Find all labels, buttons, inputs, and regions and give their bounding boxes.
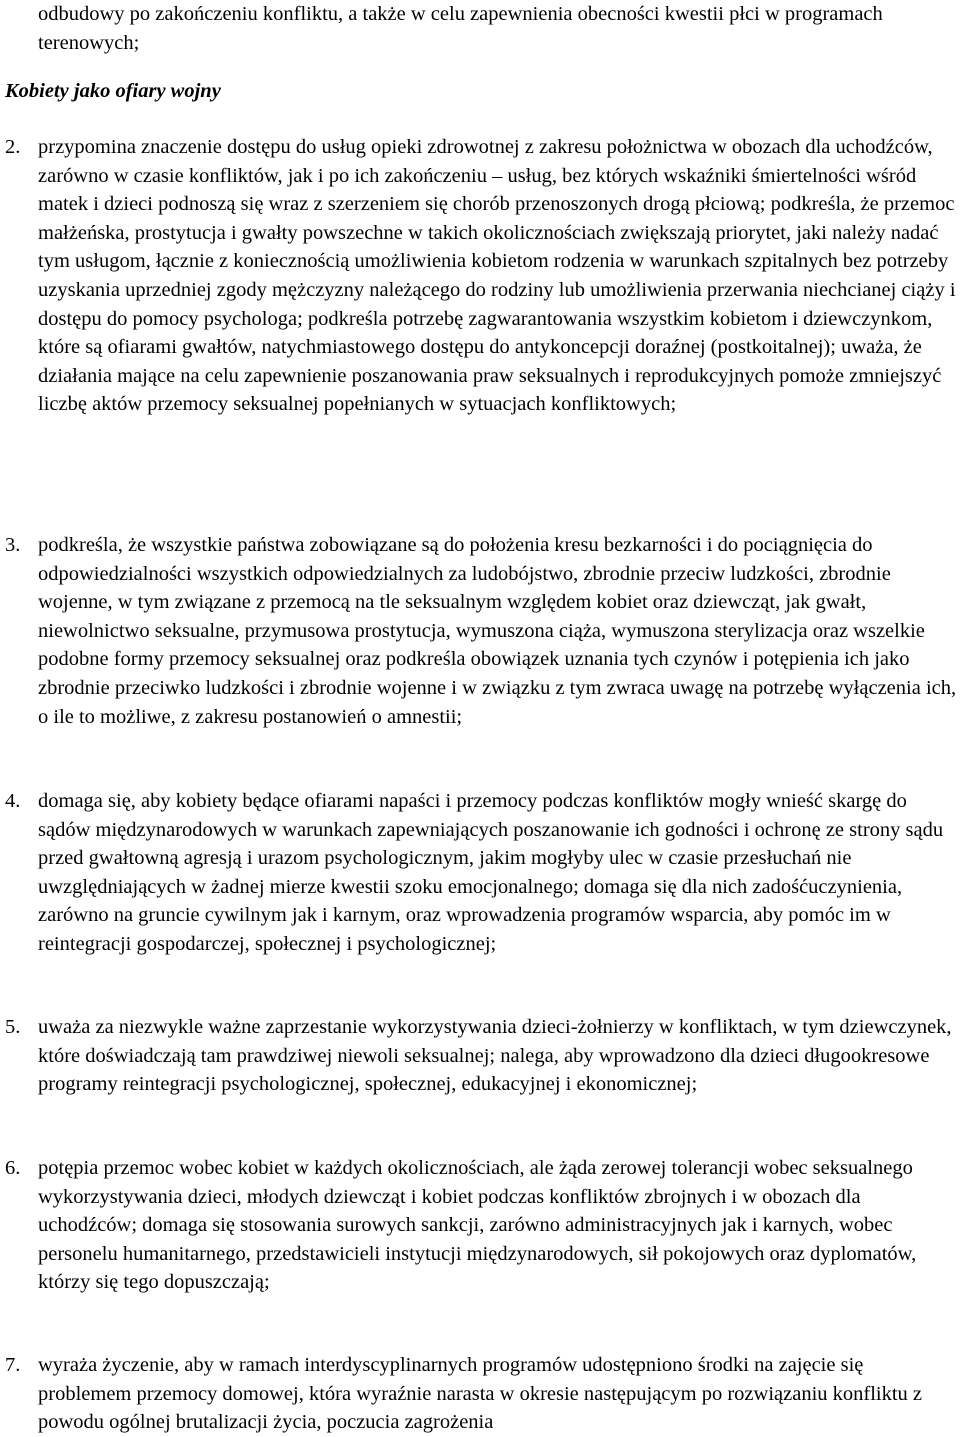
item-number: 5. — [5, 1016, 21, 1038]
item-number: 7. — [5, 1354, 21, 1376]
item-text: domaga się, aby kobiety będące ofiarami napaści i przemocy podczas konfliktów mogły wnieść skargę do sądów międzynarodowych w warunkach zapewniających poszanowanie ich godności i ochronę ze strony sądu przed gwałtowną agresją i urazom psychologicznym, jakim mogłyby ulec w czasie przesłuchań nie uwzględniających w żadnej mierze kwestii szoku emocjonalnego; domaga się dla nich zadośćuczynienia, zarówno na gruncie cywilnym jak i karnym, oraz wprowadzenia programów wsparcia, aby pomóc im w reintegracji gospodarczej, społecznej i psychologicznej; — [38, 790, 944, 955]
item-text: wyraża życzenie, aby w ramach interdyscyplinarnych programów udostępniono środki na zajęcie się problemem przemocy domowej, która wyraźnie narasta w okresie następującym po rozwiązaniu konfliktu z powodu ogólnej brutalizacji życia, poczucia zagrożenia — [38, 1354, 923, 1434]
item-number: 6. — [5, 1157, 21, 1179]
item-text: przypomina znaczenie dostępu do usług opieki zdrowotnej z zakresu położnictwa w obozach dla uchodźców, zarówno w czasie konfliktów, jak i po ich zakończeniu – usług, bez których wskaźniki śmiertelności wśród matek i dzieci podnoszą się wraz z szerzeniem się chorób przenoszonych drogą płciową; podkreśla, że przemoc małżeńska, prostytucja i gwałty powszechne w takich okolicznościach zwiększają priorytet, jaki należy nadać tym usługom, łącznie z koniecznością umożliwienia kobietom rodzenia w warunkach szpitalnych bez potrzeby uzyskania uprzedniej zgody mężczyzny należącego do rodziny lub umożliwienia przerwania niechcianej ciąży i dostępu do pomocy psychologa; podkreśla potrzebę zagwarantowania wszystkim kobietom i dziewczynkom, które są ofiarami gwałtów, natychmiastowego dostępu do antykoncepcji doraźnej (postkoitalnej); uważa, że działania mające na celu zapewnienie poszanowania praw seksualnych i reprodukcyjnych pomoże zmniejszyć liczbę aktów przemocy seksualnej popełnianych w sytuacjach konfliktowych; — [38, 136, 956, 416]
item-text: podkreśla, że wszystkie państwa zobowiązane są do położenia kresu bezkarności i do pociągnięcia do odpowiedzialności wszystkich odpowiedzialnych za ludobójstwo, zbrodnie przeciw ludzkości, zbrodnie wojenne, w tym związane z przemocą na tle seksualnym względem kobiet oraz dziewcząt, jak gwałt, niewolnictwo seksualne, przymusowa prostytucja, wymuszona ciąża, wymuszona sterylizacja oraz wszelkie podobne formy przemocy seksualnej oraz podkreśla obowiązek uznania tych czynów i potępienia ich jako zbrodnie przeciwko ludzkości i zbrodnie wojenne i w związku z tym zwraca uwagę na potrzebę wyłączenia ich, o ile to możliwe, z zakresu postanowień o amnestii; — [38, 534, 957, 728]
item-text: uważa za niezwykle ważne zaprzestanie wykorzystywania dzieci-żołnierzy w konfliktach, w tym dziewczynek, które doświadczają tam prawdziwej niewoli seksualnej; nalega, aby wprowadzono dla dzieci długookresowe programy reintegracji psychologicznej, społecznej, edukacyjnej i ekonomicznej; — [38, 1016, 952, 1096]
item-number: 2. — [5, 136, 21, 158]
item-number: 3. — [5, 534, 21, 556]
item-number: 4. — [5, 790, 21, 812]
section-heading: Kobiety jako ofiary wojny — [5, 80, 221, 102]
continuation-paragraph: odbudowy po zakończeniu konfliktu, a także w celu zapewnienia obecności kwestii płci w programach terenowych; — [38, 3, 883, 54]
item-text: potępia przemoc wobec kobiet w każdych okolicznościach, ale żąda zerowej tolerancji wobec seksualnego wykorzystywania dzieci, młodych dziewcząt i kobiet podczas konfliktów zbrojnych i w obozach dla uchodźców; domaga się stosowania surowych sankcji, zarówno administracyjnych jak i karnych, wobec personelu humanitarnego, przedstawicieli instytucji międzynarodowych, sił pokojowych oraz dyplomatów, którzy się tego dopuszczają; — [38, 1157, 917, 1294]
